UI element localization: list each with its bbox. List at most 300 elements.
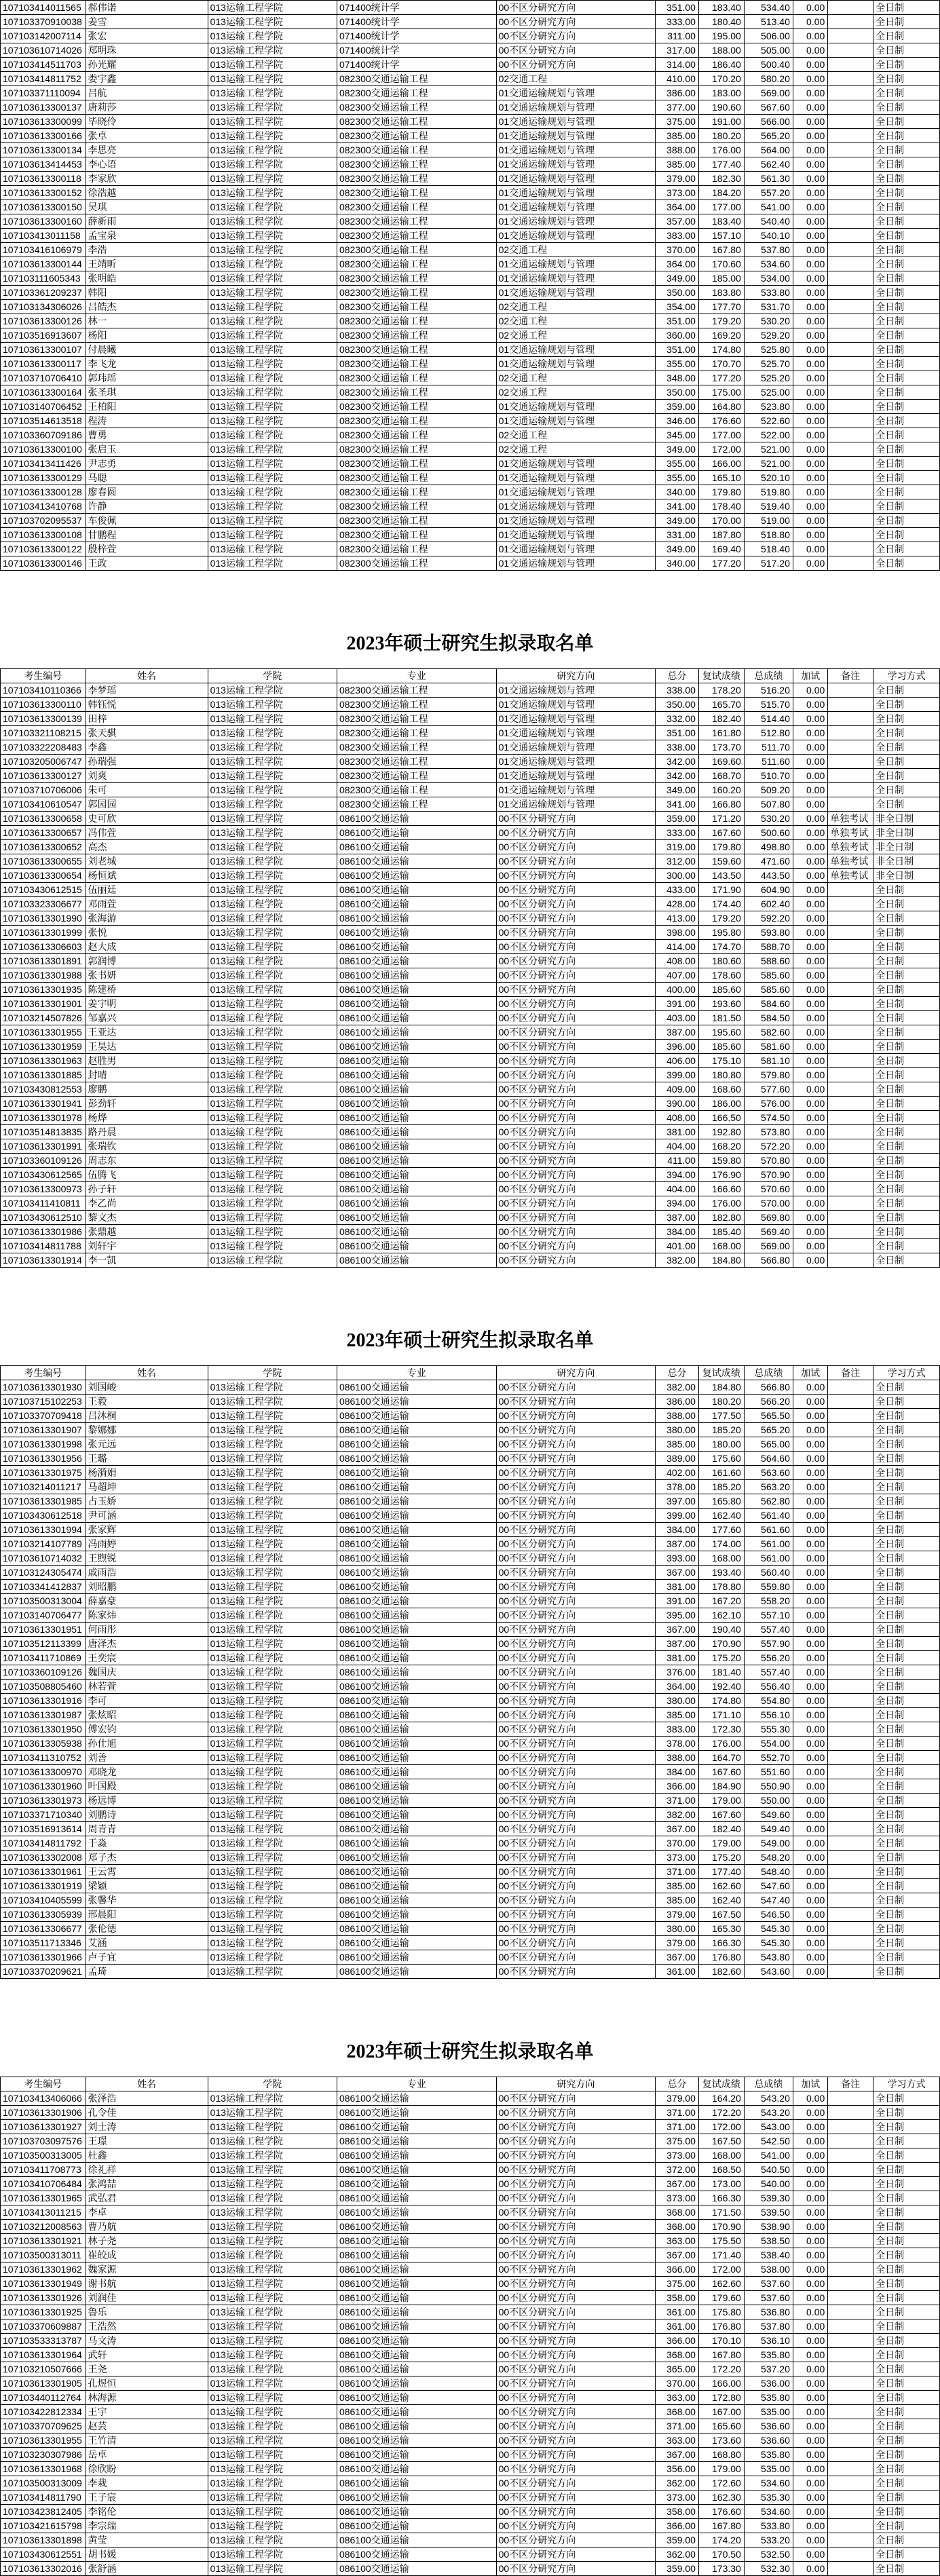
cell-candidate-id: 107103370609887 [1, 2319, 86, 2334]
cell-final-score: 561.00 [744, 1551, 793, 1566]
table-row [1, 997, 940, 1011]
cell-candidate-id: 107103613301916 [1, 1694, 86, 1708]
cell-remark [828, 1637, 873, 1651]
cell-total-score: 387.00 [656, 1025, 699, 1040]
cell-final-score: 471.60 [744, 854, 793, 869]
cell-final-score: 577.60 [744, 1082, 793, 1097]
cell-study-mode: 全日制 [873, 72, 940, 86]
table-row [1, 740, 940, 755]
cell-college: 013运输工程学院 [208, 854, 337, 869]
cell-extra-test: 0.00 [793, 343, 827, 357]
cell-extra-test: 0.00 [793, 2148, 827, 2163]
cell-name: 王子宸 [86, 2490, 208, 2505]
cell-research-direction: 00不区分研究方向 [496, 954, 656, 968]
cell-remark: 单独考试 [828, 869, 873, 883]
cell-retest-score: 167.50 [698, 1908, 744, 1922]
cell-candidate-id: 107103214507826 [1, 1011, 86, 1025]
cell-research-direction: 00不区分研究方向 [496, 2277, 656, 2291]
cell-major: 086100交通运输 [337, 1737, 496, 1751]
cell-retest-score: 169.40 [698, 542, 744, 556]
cell-retest-score: 171.40 [698, 2248, 744, 2262]
cell-extra-test: 0.00 [793, 826, 827, 840]
cell-research-direction: 00不区分研究方向 [496, 2433, 656, 2448]
table-row [1, 1239, 940, 1253]
cell-remark [828, 499, 873, 514]
cell-total-score: 385.00 [656, 1893, 699, 1908]
cell-college: 013运输工程学院 [208, 2248, 337, 2262]
cell-remark [828, 2277, 873, 2291]
cell-final-score: 536.10 [744, 2334, 793, 2348]
cell-retest-score: 171.10 [698, 1708, 744, 1722]
header-name: 姓名 [86, 2077, 208, 2091]
cell-retest-score: 161.80 [698, 726, 744, 740]
cell-name: 车俊佩 [86, 514, 208, 528]
cell-study-mode: 全日制 [873, 15, 940, 29]
table-row [1, 414, 940, 428]
cell-college: 013运输工程学院 [208, 2106, 337, 2120]
cell-total-score: 399.00 [656, 1509, 699, 1523]
cell-college: 013运输工程学院 [208, 1452, 337, 1466]
cell-college: 013运输工程学院 [208, 2505, 337, 2519]
cell-retest-score: 177.00 [698, 428, 744, 442]
cell-total-score: 348.00 [656, 371, 699, 385]
cell-college: 013运输工程学院 [208, 1537, 337, 1551]
cell-extra-test: 0.00 [793, 2448, 827, 2462]
cell-research-direction: 00不区分研究方向 [496, 968, 656, 983]
cell-college: 013运输工程学院 [208, 1708, 337, 1722]
cell-name: 张天骐 [86, 726, 208, 740]
cell-total-score: 312.00 [656, 854, 699, 869]
cell-total-score: 382.00 [656, 1380, 699, 1395]
cell-major: 086100交通运输 [337, 2177, 496, 2191]
cell-remark [828, 1836, 873, 1851]
cell-study-mode: 全日制 [873, 1694, 940, 1708]
cell-research-direction: 02交通工程 [496, 428, 656, 442]
cell-college: 013运输工程学院 [208, 1965, 337, 1979]
cell-research-direction: 00不区分研究方向 [496, 2220, 656, 2234]
cell-retest-score: 167.00 [698, 2405, 744, 2419]
header-extra-test: 加试 [793, 2077, 827, 2091]
cell-total-score: 342.00 [656, 755, 699, 769]
cell-total-score: 383.00 [656, 1722, 699, 1737]
cell-total-score: 338.00 [656, 740, 699, 755]
cell-major: 086100交通运输 [337, 1665, 496, 1680]
cell-candidate-id: 107103370709625 [1, 2419, 86, 2433]
cell-retest-score: 167.50 [698, 2134, 744, 2148]
cell-major: 082300交通运输工程 [337, 286, 496, 300]
cell-study-mode: 全日制 [873, 1936, 940, 1950]
cell-total-score: 362.00 [656, 2476, 699, 2490]
cell-remark: 单独考试 [828, 812, 873, 826]
cell-retest-score: 176.60 [698, 414, 744, 428]
cell-research-direction: 00不区分研究方向 [496, 2476, 656, 2490]
cell-remark [828, 1580, 873, 1594]
cell-major: 086100交通运输 [337, 1225, 496, 1239]
cell-remark [828, 1694, 873, 1708]
cell-name: 王尧 [86, 2362, 208, 2376]
cell-candidate-id: 107103414811752 [1, 72, 86, 86]
cell-total-score: 368.00 [656, 2220, 699, 2234]
cell-study-mode: 全日制 [873, 1239, 940, 1253]
cell-candidate-id: 107103508805460 [1, 1680, 86, 1694]
cell-total-score: 366.00 [656, 2262, 699, 2277]
cell-name: 周青青 [86, 1822, 208, 1836]
cell-retest-score: 179.80 [698, 485, 744, 499]
cell-remark [828, 897, 873, 911]
cell-major: 082300交通运输工程 [337, 72, 496, 86]
cell-college: 013运输工程学院 [208, 1922, 337, 1936]
page-title: 2023年硕士研究生拟录取名单 [346, 633, 594, 654]
cell-retest-score: 170.90 [698, 1637, 744, 1651]
cell-remark [828, 2334, 873, 2348]
cell-retest-score: 192.40 [698, 1680, 744, 1694]
cell-study-mode: 全日制 [873, 1893, 940, 1908]
header-college: 学院 [208, 2077, 337, 2091]
cell-research-direction: 00不区分研究方向 [496, 2362, 656, 2376]
cell-research-direction: 00不区分研究方向 [496, 1239, 656, 1253]
cell-extra-test: 0.00 [793, 1722, 827, 1737]
table-row [1, 1680, 940, 1694]
cell-remark [828, 783, 873, 797]
table-row [1, 300, 940, 314]
cell-name: 廖鹏 [86, 1082, 208, 1097]
cell-name: 郭润博 [86, 954, 208, 968]
cell-extra-test: 0.00 [793, 2106, 827, 2120]
cell-remark [828, 1054, 873, 1068]
cell-study-mode: 全日制 [873, 1509, 940, 1523]
cell-total-score: 349.00 [656, 542, 699, 556]
cell-total-score: 364.00 [656, 200, 699, 214]
table-row [1, 683, 940, 698]
cell-retest-score: 162.40 [698, 1893, 744, 1908]
table-row [1, 43, 940, 58]
cell-final-score: 540.50 [744, 2163, 793, 2177]
cell-extra-test: 0.00 [793, 2091, 827, 2106]
cell-retest-score: 168.20 [698, 1139, 744, 1154]
table-row [1, 755, 940, 769]
cell-study-mode: 全日制 [873, 1580, 940, 1594]
cell-remark [828, 1466, 873, 1480]
cell-candidate-id: 107103613300107 [1, 343, 86, 357]
cell-final-score: 547.60 [744, 1879, 793, 1893]
cell-retest-score: 181.40 [698, 1665, 744, 1680]
cell-remark [828, 214, 873, 229]
table-row [1, 1082, 940, 1097]
cell-college: 013运输工程学院 [208, 186, 337, 200]
cell-final-score: 573.80 [744, 1125, 793, 1139]
cell-major: 086100交通运输 [337, 1253, 496, 1268]
cell-remark [828, 712, 873, 726]
cell-study-mode: 全日制 [873, 769, 940, 783]
cell-research-direction: 01交通运输规划与管理 [496, 514, 656, 528]
cell-research-direction: 00不区分研究方向 [496, 840, 656, 854]
cell-extra-test: 0.00 [793, 485, 827, 499]
cell-final-score: 539.30 [744, 2191, 793, 2205]
cell-college: 013运输工程学院 [208, 457, 337, 471]
header-major: 专业 [337, 2077, 496, 2091]
cell-extra-test: 0.00 [793, 740, 827, 755]
cell-total-score: 366.00 [656, 1779, 699, 1794]
cell-research-direction: 01交通运输规划与管理 [496, 186, 656, 200]
cell-final-score: 525.70 [744, 357, 793, 371]
table-row [1, 2163, 940, 2177]
cell-candidate-id: 107103613300657 [1, 826, 86, 840]
cell-research-direction: 00不区分研究方向 [496, 1694, 656, 1708]
cell-final-score: 566.80 [744, 1253, 793, 1268]
table-row [1, 1936, 940, 1950]
cell-remark [828, 1437, 873, 1452]
cell-extra-test: 0.00 [793, 1865, 827, 1879]
cell-total-score: 376.00 [656, 1665, 699, 1680]
header-name: 姓名 [86, 1366, 208, 1380]
cell-remark [828, 229, 873, 243]
cell-remark [828, 2163, 873, 2177]
cell-remark [828, 1253, 873, 1268]
cell-study-mode: 全日制 [873, 271, 940, 286]
cell-extra-test: 0.00 [793, 1537, 827, 1551]
cell-extra-test: 0.00 [793, 43, 827, 58]
cell-retest-score: 168.70 [698, 769, 744, 783]
cell-candidate-id: 107103613300652 [1, 840, 86, 854]
cell-retest-score: 191.00 [698, 115, 744, 129]
cell-final-score: 561.00 [744, 1537, 793, 1551]
cell-research-direction: 01交通运输规划与管理 [496, 115, 656, 129]
cell-candidate-id: 107103360109126 [1, 1154, 86, 1168]
cell-final-score: 581.60 [744, 1040, 793, 1054]
cell-study-mode: 全日制 [873, 115, 940, 129]
cell-retest-score: 170.50 [698, 2547, 744, 2562]
cell-college: 013运输工程学院 [208, 1651, 337, 1665]
cell-name: 孟宝泉 [86, 229, 208, 243]
cell-remark [828, 2291, 873, 2305]
cell-total-score: 404.00 [656, 1182, 699, 1196]
cell-study-mode: 全日制 [873, 1125, 940, 1139]
table-row [1, 1580, 940, 1594]
table-row [1, 343, 940, 357]
cell-major: 086100交通运输 [337, 1623, 496, 1637]
cell-college: 013运输工程学院 [208, 15, 337, 29]
cell-research-direction: 01交通运输规划与管理 [496, 200, 656, 214]
cell-extra-test: 0.00 [793, 1494, 827, 1509]
cell-final-score: 538.40 [744, 2248, 793, 2262]
cell-remark [828, 100, 873, 115]
cell-total-score: 341.00 [656, 499, 699, 514]
table-row [1, 1865, 940, 1879]
cell-remark [828, 1651, 873, 1665]
table-row [1, 1922, 940, 1936]
cell-retest-score: 192.80 [698, 1125, 744, 1139]
cell-retest-score: 173.00 [698, 2177, 744, 2191]
cell-research-direction: 00不区分研究方向 [496, 1011, 656, 1025]
cell-retest-score: 186.40 [698, 58, 744, 72]
cell-candidate-id: 107103430612510 [1, 1211, 86, 1225]
cell-retest-score: 178.60 [698, 968, 744, 983]
cell-study-mode: 全日制 [873, 1437, 940, 1452]
cell-major: 082300交通运输工程 [337, 143, 496, 157]
cell-candidate-id: 107103613301930 [1, 1380, 86, 1395]
cell-name: 封晴 [86, 1068, 208, 1082]
cell-research-direction: 00不区分研究方向 [496, 29, 656, 43]
cell-study-mode: 非全日制 [873, 812, 940, 826]
cell-remark [828, 1722, 873, 1737]
cell-study-mode: 全日制 [873, 1608, 940, 1623]
cell-college: 013运输工程学院 [208, 1423, 337, 1437]
cell-research-direction: 00不区分研究方向 [496, 997, 656, 1011]
cell-extra-test: 0.00 [793, 1125, 827, 1139]
cell-final-score: 549.40 [744, 1822, 793, 1836]
cell-final-score: 565.00 [744, 1437, 793, 1452]
cell-research-direction: 00不区分研究方向 [496, 2248, 656, 2262]
cell-name: 廖春圆 [86, 485, 208, 499]
cell-extra-test: 0.00 [793, 2476, 827, 2490]
cell-major: 082300交通运输工程 [337, 86, 496, 100]
cell-total-score: 375.00 [656, 2277, 699, 2291]
cell-remark [828, 471, 873, 485]
cell-candidate-id: 107103613300117 [1, 357, 86, 371]
cell-name: 张书妍 [86, 968, 208, 983]
table-row [1, 783, 940, 797]
cell-major: 086100交通运输 [337, 2248, 496, 2262]
cell-name: 张瑞钦 [86, 1139, 208, 1154]
cell-college: 013运输工程学院 [208, 1409, 337, 1423]
cell-college: 013运输工程学院 [208, 129, 337, 143]
cell-college: 013运输工程学院 [208, 243, 337, 257]
cell-major: 086100交通运输 [337, 2305, 496, 2319]
table-row [1, 1651, 940, 1665]
cell-major: 086100交通运输 [337, 1879, 496, 1893]
cell-final-score: 574.50 [744, 1111, 793, 1125]
cell-extra-test: 0.00 [793, 1466, 827, 1480]
cell-study-mode: 全日制 [873, 556, 940, 571]
cell-research-direction: 01交通运输规划与管理 [496, 214, 656, 229]
cell-total-score: 433.00 [656, 883, 699, 897]
cell-retest-score: 185.60 [698, 1040, 744, 1054]
cell-final-score: 548.20 [744, 1851, 793, 1865]
table-row [1, 1523, 940, 1537]
cell-major: 086100交通运输 [337, 869, 496, 883]
cell-final-score: 521.00 [744, 442, 793, 457]
cell-college: 013运输工程学院 [208, 1068, 337, 1082]
cell-retest-score: 179.20 [698, 911, 744, 926]
cell-study-mode: 全日制 [873, 229, 940, 243]
cell-major: 086100交通运输 [337, 1694, 496, 1708]
cell-total-score: 386.00 [656, 86, 699, 100]
cell-candidate-id: 107103613301898 [1, 2533, 86, 2547]
cell-name: 张元远 [86, 1437, 208, 1452]
cell-major: 071400统计学 [337, 1, 496, 15]
cell-final-score: 570.80 [744, 1154, 793, 1168]
cell-research-direction: 00不区分研究方向 [496, 1623, 656, 1637]
cell-extra-test: 0.00 [793, 954, 827, 968]
cell-major: 086100交通运输 [337, 1480, 496, 1494]
cell-final-score: 538.00 [744, 2262, 793, 2277]
cell-study-mode: 全日制 [873, 499, 940, 514]
cell-extra-test: 0.00 [793, 1608, 827, 1623]
cell-retest-score: 172.60 [698, 2476, 744, 2490]
cell-research-direction: 01交通运输规划与管理 [496, 271, 656, 286]
cell-retest-score: 195.00 [698, 29, 744, 43]
cell-name: 韩钰悦 [86, 698, 208, 712]
cell-name: 史可欣 [86, 812, 208, 826]
cell-name: 殷梓萱 [86, 542, 208, 556]
cell-college: 013运输工程学院 [208, 1865, 337, 1879]
cell-research-direction: 01交通运输规划与管理 [496, 286, 656, 300]
cell-extra-test: 0.00 [793, 1566, 827, 1580]
cell-final-score: 565.20 [744, 1423, 793, 1437]
cell-study-mode: 全日制 [873, 371, 940, 385]
cell-college: 013运输工程学院 [208, 1808, 337, 1822]
cell-final-score: 570.90 [744, 1168, 793, 1182]
cell-study-mode: 全日制 [873, 314, 940, 328]
cell-remark [828, 911, 873, 926]
cell-remark [828, 1025, 873, 1040]
cell-final-score: 554.80 [744, 1694, 793, 1708]
cell-candidate-id: 107103414511703 [1, 58, 86, 72]
cell-study-mode: 全日制 [873, 1637, 940, 1651]
cell-retest-score: 167.60 [698, 1765, 744, 1779]
cell-total-score: 350.00 [656, 286, 699, 300]
cell-major: 086100交通运输 [337, 1936, 496, 1950]
cell-research-direction: 00不区分研究方向 [496, 2448, 656, 2462]
table-row [1, 100, 940, 115]
cell-total-score: 375.00 [656, 115, 699, 129]
cell-name: 黄莹 [86, 2533, 208, 2547]
table-row [1, 911, 940, 926]
cell-final-score: 509.20 [744, 783, 793, 797]
cell-retest-score: 162.30 [698, 2490, 744, 2505]
header-remark: 备注 [828, 2077, 873, 2091]
cell-retest-score: 179.80 [698, 840, 744, 854]
cell-remark [828, 1452, 873, 1466]
cell-extra-test: 0.00 [793, 1139, 827, 1154]
cell-candidate-id: 107103613301925 [1, 2305, 86, 2319]
cell-candidate-id: 107103414811790 [1, 2490, 86, 2505]
table-row [1, 2248, 940, 2262]
cell-final-score: 522.60 [744, 414, 793, 428]
cell-major: 086100交通运输 [337, 2163, 496, 2177]
cell-major: 086100交通运输 [337, 2433, 496, 2448]
cell-remark [828, 2476, 873, 2490]
table-row [1, 2319, 940, 2334]
cell-college: 013运输工程学院 [208, 2319, 337, 2334]
cell-total-score: 410.00 [656, 72, 699, 86]
cell-extra-test: 0.00 [793, 314, 827, 328]
cell-candidate-id: 107103516913607 [1, 328, 86, 343]
cell-retest-score: 170.70 [698, 357, 744, 371]
cell-college: 013运输工程学院 [208, 1893, 337, 1908]
cell-remark [828, 2562, 873, 2576]
cell-study-mode: 全日制 [873, 2305, 940, 2319]
cell-candidate-id: 107103613301994 [1, 1523, 86, 1537]
cell-major: 082300交通运输工程 [337, 712, 496, 726]
cell-research-direction: 00不区分研究方向 [496, 1509, 656, 1523]
cell-candidate-id: 107103321108215 [1, 726, 86, 740]
table-row [1, 2462, 940, 2476]
table-row [1, 2362, 940, 2376]
cell-study-mode: 全日制 [873, 2262, 940, 2277]
cell-final-score: 539.50 [744, 2205, 793, 2220]
cell-total-score: 351.00 [656, 726, 699, 740]
cell-college: 013运输工程学院 [208, 1523, 337, 1537]
cell-final-score: 541.00 [744, 2148, 793, 2163]
cell-remark [828, 1936, 873, 1950]
cell-research-direction: 00不区分研究方向 [496, 2562, 656, 2576]
table-row [1, 1908, 940, 1922]
cell-remark [828, 1851, 873, 1865]
cell-study-mode: 全日制 [873, 940, 940, 954]
cell-retest-score: 165.30 [698, 1922, 744, 1936]
cell-final-score: 543.60 [744, 1965, 793, 1979]
